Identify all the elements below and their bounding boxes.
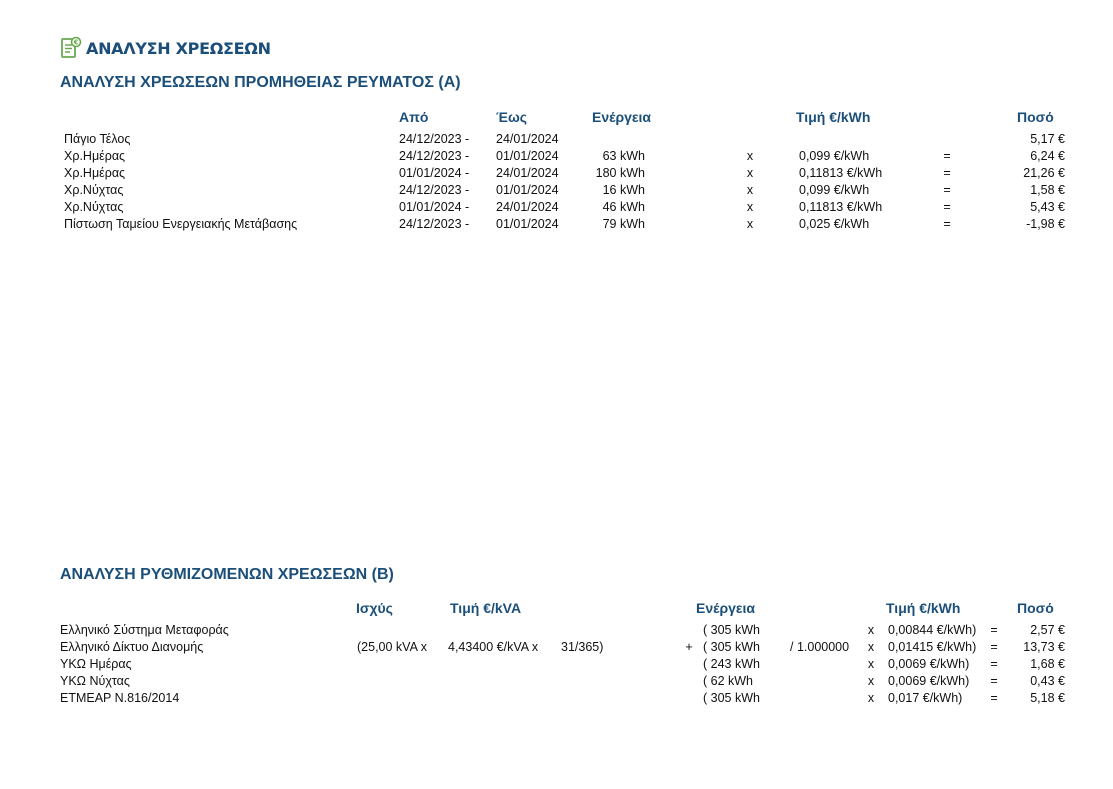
- row-amount: 6,24 €: [1030, 149, 1065, 163]
- row-label: ΥΚΩ Ημέρας: [60, 657, 132, 671]
- row-energy: ( 305 kWh: [703, 691, 760, 705]
- header-price-kva: Τιμή €/kVA: [450, 600, 522, 616]
- row-equals-sign: =: [990, 623, 998, 637]
- row-equals-sign: =: [943, 149, 951, 163]
- header-amount: Ποσό: [1017, 109, 1054, 125]
- row-price-kva: 4,43400 €/kVA x: [448, 640, 539, 654]
- header-price: Τιμή €/kWh: [796, 109, 871, 125]
- row-days-ratio: 31/365): [561, 640, 604, 654]
- section-a-title: ΑΝΑΛΥΣΗ ΧΡΕΩΣΕΩΝ ΠΡΟΜΗΘΕΙΑΣ ΡΕΥΜΑΤΟΣ (Α): [60, 74, 461, 91]
- row-multiply-sign: x: [746, 217, 754, 231]
- row-label: Χρ.Ημέρας: [64, 166, 126, 180]
- row-amount: 21,26 €: [1023, 166, 1065, 180]
- row-label: Ελληνικό Δίκτυο Διανομής: [60, 640, 204, 654]
- row-multiply-sign: x: [867, 691, 875, 705]
- row-multiply-sign: x: [867, 640, 875, 654]
- header-power: Ισχύς: [356, 600, 393, 616]
- header-to: Έως: [496, 109, 528, 125]
- row-amount: 1,68 €: [1030, 657, 1065, 671]
- header-energy-b: Ενέργεια: [696, 600, 756, 616]
- row-unit-price: 0,025 €/kWh: [799, 217, 870, 231]
- row-equals-sign: =: [943, 166, 951, 180]
- row-multiply-sign: x: [867, 657, 875, 671]
- section-b-title: ΑΝΑΛΥΣΗ ΡΥΘΜΙΖΟΜΕΝΩΝ ΧΡΕΩΣΕΩΝ (Β): [60, 566, 394, 583]
- row-energy: ( 305 kWh: [703, 623, 760, 637]
- row-energy: ( 62 kWh: [703, 674, 754, 688]
- row-to-date: 01/01/2024: [496, 149, 559, 163]
- row-multiply-sign: x: [746, 200, 754, 214]
- row-to-date: 01/01/2024: [496, 217, 559, 231]
- document-title: [60, 36, 271, 60]
- row-unit-price: 0,01415 €/kWh): [888, 640, 977, 654]
- row-amount: 5,18 €: [1030, 691, 1065, 705]
- row-unit-price: 0,0069 €/kWh): [888, 674, 970, 688]
- header-price-b: Τιμή €/kWh: [886, 600, 961, 616]
- row-energy: ( 305 kWh: [703, 640, 760, 654]
- row-equals-sign: =: [943, 200, 951, 214]
- row-multiply-sign: x: [746, 183, 754, 197]
- row-energy: 63 kWh: [602, 149, 645, 163]
- row-energy: 16 kWh: [602, 183, 645, 197]
- row-unit-price: 0,11813 €/kWh: [799, 166, 883, 180]
- row-unit-price: 0,099 €/kWh: [799, 183, 870, 197]
- row-multiply-sign: x: [746, 149, 754, 163]
- row-to-date: 24/01/2024: [496, 132, 559, 146]
- row-equals-sign: =: [990, 657, 998, 671]
- row-label: Πίστωση Ταμείου Ενεργειακής Μετάβασης: [64, 217, 298, 231]
- row-equals-sign: =: [943, 217, 951, 231]
- row-amount: 5,43 €: [1030, 200, 1065, 214]
- row-equals-sign: =: [990, 640, 998, 654]
- row-multiply-sign: x: [867, 623, 875, 637]
- document-title-text: ΑΝΑΛΥΣΗ ΧΡΕΩΣΕΩΝ: [86, 38, 271, 58]
- header-energy: Ενέργεια: [592, 109, 652, 125]
- row-unit-price: 0,0069 €/kWh): [888, 657, 970, 671]
- row-energy: 46 kWh: [602, 200, 645, 214]
- row-from-date: 01/01/2024 -: [399, 200, 470, 214]
- row-unit-price: 0,11813 €/kWh: [799, 200, 883, 214]
- row-label: Χρ.Νύχτας: [64, 183, 124, 197]
- row-unit-price: 0,017 €/kWh): [888, 691, 963, 705]
- row-label: ΥΚΩ Νύχτας: [60, 674, 130, 688]
- header-amount-b: Ποσό: [1017, 600, 1054, 616]
- row-from-date: 24/12/2023 -: [399, 149, 470, 163]
- row-from-date: 24/12/2023 -: [399, 183, 470, 197]
- row-equals-sign: =: [990, 674, 998, 688]
- row-equals-sign: =: [943, 183, 951, 197]
- row-multiply-sign: x: [867, 674, 875, 688]
- row-energy: ( 243 kWh: [703, 657, 760, 671]
- row-from-date: 01/01/2024 -: [399, 166, 470, 180]
- row-power: (25,00 kVA x: [357, 640, 427, 654]
- row-amount: 13,73 €: [1023, 640, 1065, 654]
- row-amount: 2,57 €: [1030, 623, 1065, 637]
- row-unit-price: 0,099 €/kWh: [799, 149, 870, 163]
- row-unit-price: 0,00844 €/kWh): [888, 623, 977, 637]
- row-equals-sign: =: [990, 691, 998, 705]
- row-label: Χρ.Νύχτας: [64, 200, 124, 214]
- row-energy: 79 kWh: [602, 217, 645, 231]
- row-factor: / 1.000000: [790, 640, 850, 654]
- row-to-date: 24/01/2024: [496, 166, 559, 180]
- row-amount: 1,58 €: [1030, 183, 1065, 197]
- row-energy: 180 kWh: [595, 166, 645, 180]
- row-label: Ελληνικό Σύστημα Μεταφοράς: [60, 623, 229, 637]
- row-to-date: 01/01/2024: [496, 183, 559, 197]
- row-amount: 5,17 €: [1030, 132, 1065, 146]
- row-amount: -1,98 €: [1026, 217, 1065, 231]
- header-from: Από: [399, 109, 429, 125]
- invoice-icon: [60, 36, 82, 60]
- row-to-date: 24/01/2024: [496, 200, 559, 214]
- row-from-date: 24/12/2023 -: [399, 132, 470, 146]
- row-label: Πάγιο Τέλος: [64, 132, 131, 146]
- svg-text:€: €: [73, 38, 79, 47]
- row-label: Χρ.Ημέρας: [64, 149, 126, 163]
- row-amount: 0,43 €: [1030, 674, 1065, 688]
- row-plus-sign: +: [685, 640, 693, 654]
- row-multiply-sign: x: [746, 166, 754, 180]
- row-from-date: 24/12/2023 -: [399, 217, 470, 231]
- row-label: ΕΤΜΕΑΡ Ν.816/2014: [60, 691, 180, 705]
